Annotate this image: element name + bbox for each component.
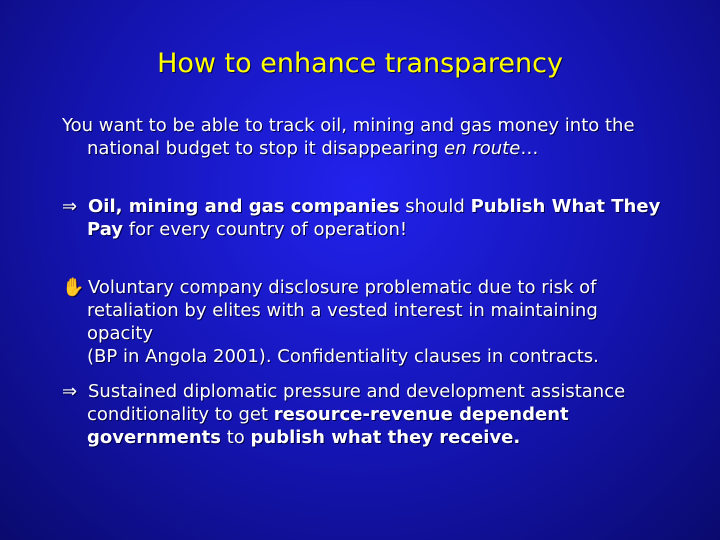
point2-line-3: (BP in Angola 2001). Confidentiality clauses in contracts. (87, 346, 599, 367)
point1-bold-subject: Oil, mining and gas companies (88, 196, 400, 217)
point1-bold-phrase: Publish What They (470, 196, 661, 217)
point1-line-2 (62, 218, 662, 241)
point3-line-2 (62, 403, 662, 426)
point2-line-1 (62, 276, 662, 299)
point3-text-1: Sustained diplomatic pressure and development assistance (88, 381, 626, 402)
point3-line-1 (62, 380, 662, 403)
point3-bold-1: resource-revenue dependent (273, 404, 569, 425)
slide-title: How to enhance transparency (157, 48, 563, 79)
point-voluntary-disclosure (62, 276, 662, 368)
point1-bold-pay: Pay (87, 219, 124, 240)
intro-line-1: You want to be able to track oil, mining and gas money into the (62, 115, 635, 136)
point2-line-2: retaliation by elites with a vested interest in maintaining opacity (87, 300, 598, 344)
point3-bold-2: governments (87, 427, 221, 448)
intro-ellipsis: … (520, 138, 539, 159)
point3-text-2: conditionality to get (87, 404, 274, 425)
point1-tail-text: for every country of operation! (123, 219, 408, 240)
intro-paragraph (62, 114, 662, 160)
point1-line-1 (62, 195, 662, 218)
point3-line-3 (62, 426, 662, 449)
intro-italic-text: en route (444, 138, 521, 159)
point3-bold-3: publish what they receive. (250, 427, 521, 448)
implies-arrow-icon: ⇒ (62, 196, 78, 217)
implies-arrow-icon: ⇒ (62, 381, 78, 402)
point1-text: should (399, 196, 471, 217)
point2-text-1: Voluntary company disclosure problematic due to risk of (88, 277, 597, 298)
hand-icon: ✋ (62, 277, 85, 298)
point-diplomatic-pressure (62, 380, 662, 449)
point-publish-what-they-pay (62, 195, 662, 241)
intro-line-2 (62, 137, 662, 160)
point3-text-3: to (220, 427, 251, 448)
intro-text: national budget to stop it disappearing (87, 138, 445, 159)
